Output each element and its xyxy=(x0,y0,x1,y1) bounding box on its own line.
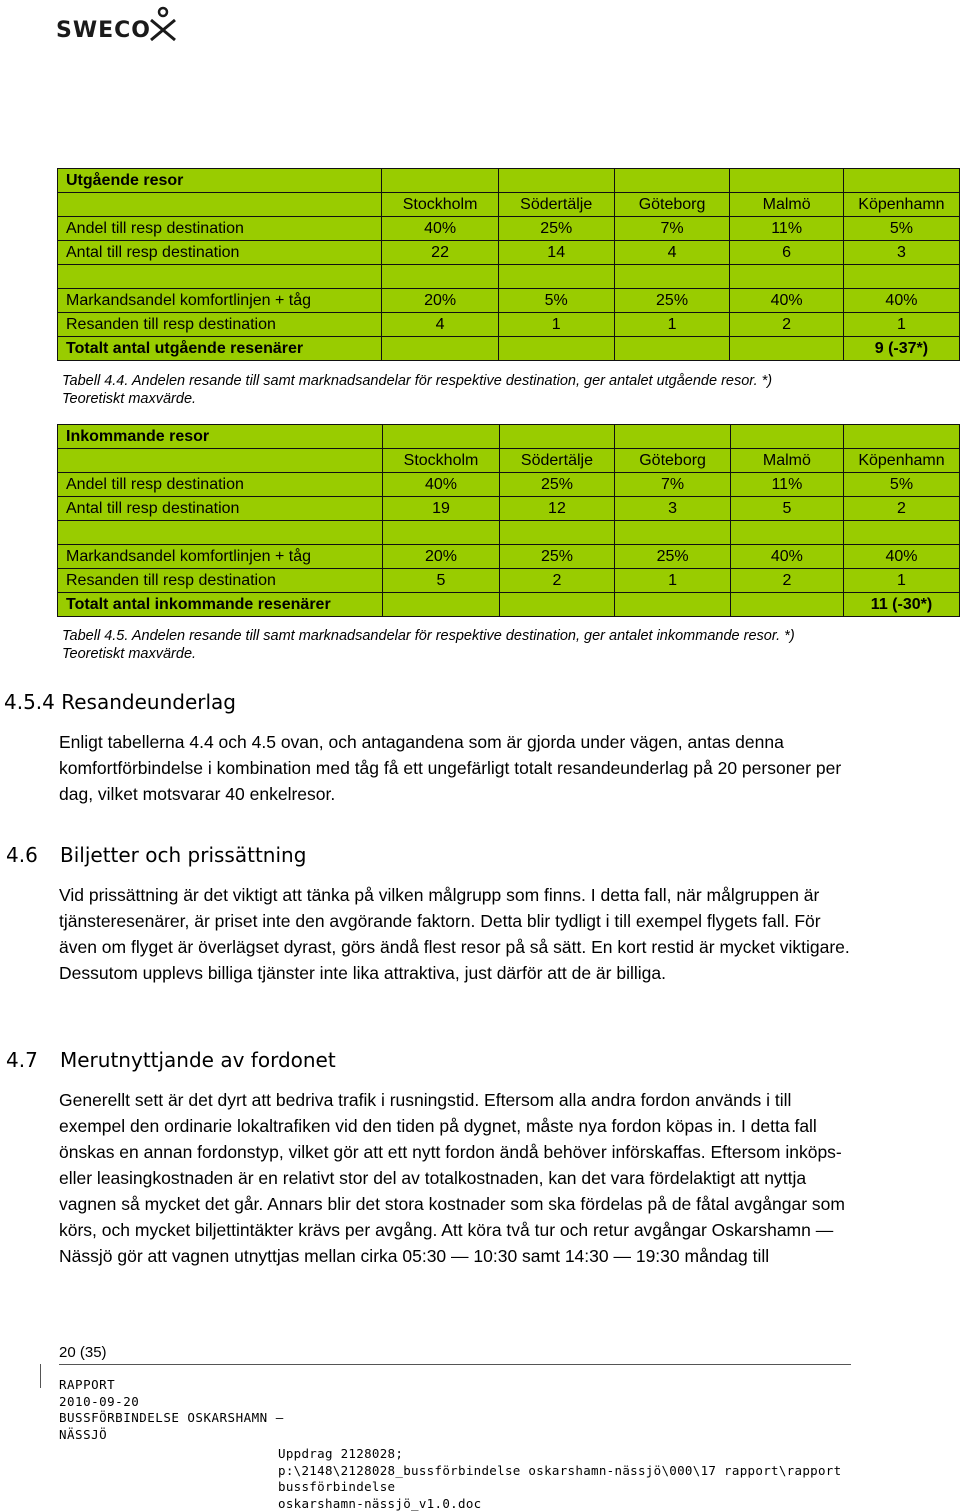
section-title: Merutnyttjande av fordonet xyxy=(60,1048,336,1072)
row-label: Resanden till resp destination xyxy=(58,569,383,593)
row-label: Markandsandel komfortlinjen + tåg xyxy=(58,545,383,569)
table-row xyxy=(58,217,960,241)
section-title: Biljetter och prissättning xyxy=(60,843,306,867)
table-cell: 25% xyxy=(615,545,730,569)
table-cell: 5% xyxy=(843,473,959,497)
outgoing-trips-table xyxy=(57,168,960,361)
column-header: Köpenhamn xyxy=(843,193,959,217)
incoming-trips-table xyxy=(57,424,960,617)
table-cell: 2 xyxy=(499,569,615,593)
total-value: 11 (-30*) xyxy=(843,593,959,617)
table-cell: 5% xyxy=(498,289,614,313)
table-cell: 1 xyxy=(498,313,614,337)
assignment: Uppdrag 2128028; xyxy=(278,1446,960,1463)
table-header-row xyxy=(58,449,960,473)
section-heading xyxy=(6,1048,336,1072)
table-cell: 40% xyxy=(382,217,498,241)
table-cell: 25% xyxy=(498,217,614,241)
footer-document-info xyxy=(59,1377,284,1443)
table-cell: 5 xyxy=(730,497,843,521)
section-paragraph: Vid prissättning är det viktigt att tänka på vilken målgrupp som finns. I detta fall, när målgruppen är tjänsteresenärer, är priset inte den avgörande faktorn. Detta blir tydligt i till exempel flygets fall. För även om flyget är överlägset dyrast, görs ändå flest resor på så sätt. En kort restid är mycket viktigare. Dessutom upplevs billiga tjänster inte lika attraktiva, just därför att de är billiga. xyxy=(59,882,859,986)
table-row xyxy=(58,569,960,593)
row-label: Antal till resp destination xyxy=(58,497,383,521)
table-cell: 7% xyxy=(615,473,730,497)
table-cell: 40% xyxy=(843,289,959,313)
table-row xyxy=(58,313,960,337)
footer-divider xyxy=(59,1364,851,1365)
row-label: Markandsandel komfortlinjen + tåg xyxy=(58,289,382,313)
table-total-row xyxy=(58,337,960,361)
doc-type: RAPPORT xyxy=(59,1377,284,1394)
table-row xyxy=(58,473,960,497)
table-cell: 20% xyxy=(382,289,498,313)
total-label: Totalt antal inkommande resenärer xyxy=(58,593,383,617)
table-cell: 14 xyxy=(498,241,614,265)
table-cell: 20% xyxy=(383,545,499,569)
section-number: 4.6 xyxy=(6,843,60,867)
table-cell: 40% xyxy=(730,545,843,569)
row-label: Antal till resp destination xyxy=(58,241,382,265)
section-number: 4.5.4 xyxy=(4,690,55,714)
column-header: Malmö xyxy=(730,193,843,217)
table-cell: 25% xyxy=(499,545,615,569)
table-row xyxy=(58,289,960,313)
table-cell: 25% xyxy=(499,473,615,497)
total-value: 9 (-37*) xyxy=(843,337,959,361)
footer-tick xyxy=(40,1364,41,1388)
section-title: Resandeunderlag xyxy=(61,690,236,714)
table-cell: 2 xyxy=(730,569,843,593)
section-heading xyxy=(6,843,306,867)
table-cell: 1 xyxy=(843,313,959,337)
row-label: Resanden till resp destination xyxy=(58,313,382,337)
table-cell: 4 xyxy=(614,241,730,265)
table-cell: 40% xyxy=(730,289,843,313)
table-cell: 11% xyxy=(730,217,843,241)
column-header: Södertälje xyxy=(499,449,615,473)
table-cell: 22 xyxy=(382,241,498,265)
table-cell: 11% xyxy=(730,473,843,497)
row-label: Andel till resp destination xyxy=(58,217,382,241)
section-heading xyxy=(4,690,236,714)
table-cell: 19 xyxy=(383,497,499,521)
page-number: 20 (35) xyxy=(59,1344,107,1361)
row-label: Andel till resp destination xyxy=(58,473,383,497)
table-cell: 5% xyxy=(843,217,959,241)
logo-text: SWECO xyxy=(56,18,151,43)
section-paragraph: Generellt sett är det dyrt att bedriva trafik i rusningstid. Eftersom alla andra fordon används i till exempel den ordinarie lokaltrafiken vid den tiden på dygnet, måste nya fordon köpas in. I detta fall önskas en annan fordonstyp, vilket gör att ett nytt fordon ändå behöver införskaffas. Eftersom inköps- eller leasingkostnaden är en relativt stor del av totalkostnaden, kan det vara fördelaktigt att nyttja vagnen så mycket det går. Annars blir det stora kostnader som ska fördelas på de fåtal avgångar som körs, och mycket biljettintäkter krävs per avgång. Att köra två tur och retur avgångar Oskarshamn — Nässjö gör att vagnen utnyttjas mellan cirka 05:30 — 10:30 samt 14:30 — 19:30 måndag till xyxy=(59,1087,859,1269)
total-label: Totalt antal utgående resenärer xyxy=(58,337,382,361)
doc-title-line: NÄSSJÖ xyxy=(59,1427,284,1444)
table-cell: 1 xyxy=(614,313,730,337)
table-cell: 6 xyxy=(730,241,843,265)
table-cell: 3 xyxy=(843,241,959,265)
column-header: Södertälje xyxy=(498,193,614,217)
doc-date: 2010-09-20 xyxy=(59,1394,284,1411)
column-header: Göteborg xyxy=(615,449,730,473)
table-title: Utgående resor xyxy=(58,169,382,193)
table-cell: 1 xyxy=(615,569,730,593)
table-title: Inkommande resor xyxy=(58,425,383,449)
column-header: Stockholm xyxy=(383,449,499,473)
table-total-row xyxy=(58,593,960,617)
table-cell: 12 xyxy=(499,497,615,521)
table-cell: 25% xyxy=(614,289,730,313)
column-header: Göteborg xyxy=(614,193,730,217)
table-row xyxy=(58,545,960,569)
file-path: oskarshamn-nässjö_v1.0.doc xyxy=(278,1496,960,1512)
table-caption: Tabell 4.4. Andelen resande till samt marknadsandelar för respektive destination, ger antalet utgående resor. *) Teoretiskt maxvärde. xyxy=(62,372,822,408)
section-paragraph: Enligt tabellerna 4.4 och 4.5 ovan, och antagandena som är gjorda under vägen, antas denna komfortförbindelse i kombination med tåg få ett ungefärligt totalt resandeunderlag på 20 personer per dag, vilket motsvarar 40 enkelresor. xyxy=(59,729,859,807)
sweco-logo-mark-icon xyxy=(148,6,178,42)
table-header-row xyxy=(58,193,960,217)
column-header: Köpenhamn xyxy=(843,449,959,473)
table-cell: 5 xyxy=(383,569,499,593)
table-row xyxy=(58,497,960,521)
doc-title-line: BUSSFÖRBINDELSE OSKARSHAMN — xyxy=(59,1410,284,1427)
column-header: Malmö xyxy=(730,449,843,473)
table-cell: 7% xyxy=(614,217,730,241)
section-number: 4.7 xyxy=(6,1048,60,1072)
file-path: p:\2148\2128028_bussförbindelse oskarshamn-nässjö\000\17 rapport\rapport bussförbindelse xyxy=(278,1463,960,1496)
table-row xyxy=(58,241,960,265)
table-cell: 2 xyxy=(843,497,959,521)
table-cell: 3 xyxy=(615,497,730,521)
table-cell: 40% xyxy=(383,473,499,497)
table-cell: 4 xyxy=(382,313,498,337)
table-cell: 2 xyxy=(730,313,843,337)
column-header: Stockholm xyxy=(382,193,498,217)
table-caption: Tabell 4.5. Andelen resande till samt marknadsandelar för respektive destination, ger antalet inkommande resor. *) Teoretiskt maxvärde. xyxy=(62,627,822,663)
table-cell: 1 xyxy=(843,569,959,593)
footer-file-info xyxy=(278,1446,960,1512)
table-cell: 40% xyxy=(843,545,959,569)
